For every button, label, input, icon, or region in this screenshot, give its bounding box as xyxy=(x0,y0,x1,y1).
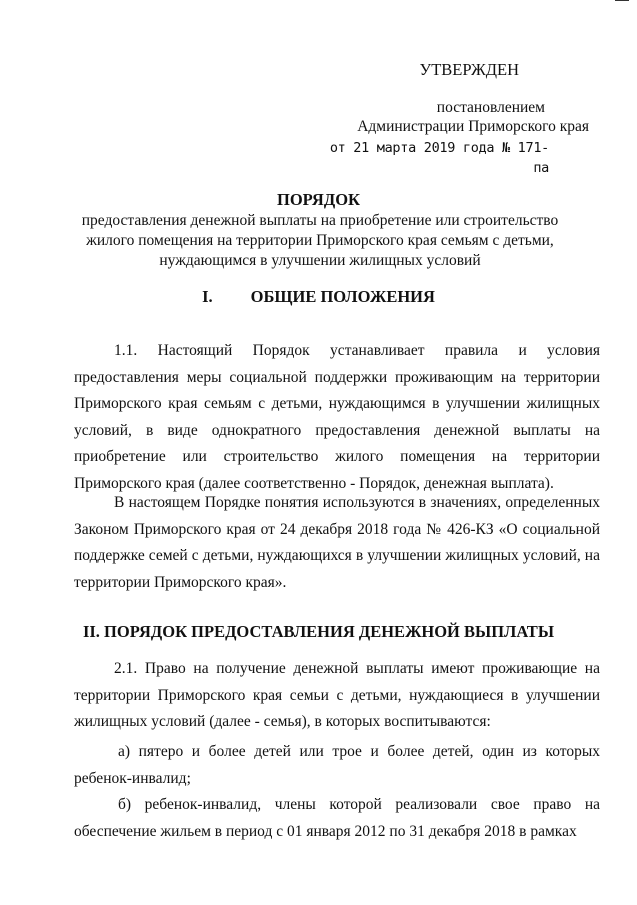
decree-date-number: от 21 марта 2019 года № 171-па xyxy=(329,140,549,176)
section-1-title: ОБЩИЕ ПОЛОЖЕНИЯ xyxy=(250,287,435,306)
document-title: ПОРЯДОК xyxy=(277,190,360,209)
paragraph-2-1-a: а) пятеро и более детей или трое и более детей, один из которых ребенок-инвалид; xyxy=(74,743,600,787)
scan-mark xyxy=(615,0,629,1)
paragraph-definitions: В настоящем Порядке понятия используются в значениях, определенных Законом Приморского края от 24 декабря 2018 года № 426-КЗ «О социальной поддержке семей с детьми, нуждающихся в улучшении жилищных условий, на территории Приморского края». xyxy=(74,494,600,591)
section-1-heading xyxy=(0,287,637,307)
approved-label: УТВЕРЖДЕН xyxy=(419,60,519,79)
paragraph-1-1: 1.1. Настоящий Порядок устанавливает правила и условия предоставления меры социальной поддержки проживающим на территории Приморского края семьям с детьми, нуждающимся в улучшении жилищных условий, в виде однократного предоставления денежной выплаты на приобретение или строительство жилого помещения на территории Приморского края (далее соответственно - Порядок, денежная выплата). xyxy=(74,342,600,492)
administration-label: Администрации Приморского края xyxy=(357,118,589,135)
section-2-heading: II. ПОРЯДОК ПРЕДОСТАВЛЕНИЯ ДЕНЕЖНОЙ ВЫПЛАТЫ xyxy=(82,622,555,641)
decree-label: постановлением xyxy=(436,99,545,116)
paragraph-2-1-b: б) ребенок-инвалид, члены которой реализовали свое право на обеспечение жильем в период с 01 января 2012 по 31 декабря 2018 в рамках xyxy=(74,796,600,840)
paragraph-2-1: 2.1. Право на получение денежной выплаты имеют проживающие на территории Приморского края семьи с детьми, нуждающиеся в улучшении жилищных условий (далее - семья), в которых воспитываются: xyxy=(74,660,600,730)
section-1-number: I. xyxy=(202,287,213,306)
document-subtitle: предоставления денежной выплаты на приобретение или строительство жилого помещения на территории Приморского края семьям с детьми, нуждающимся в улучшении жилищных условий xyxy=(81,212,559,269)
